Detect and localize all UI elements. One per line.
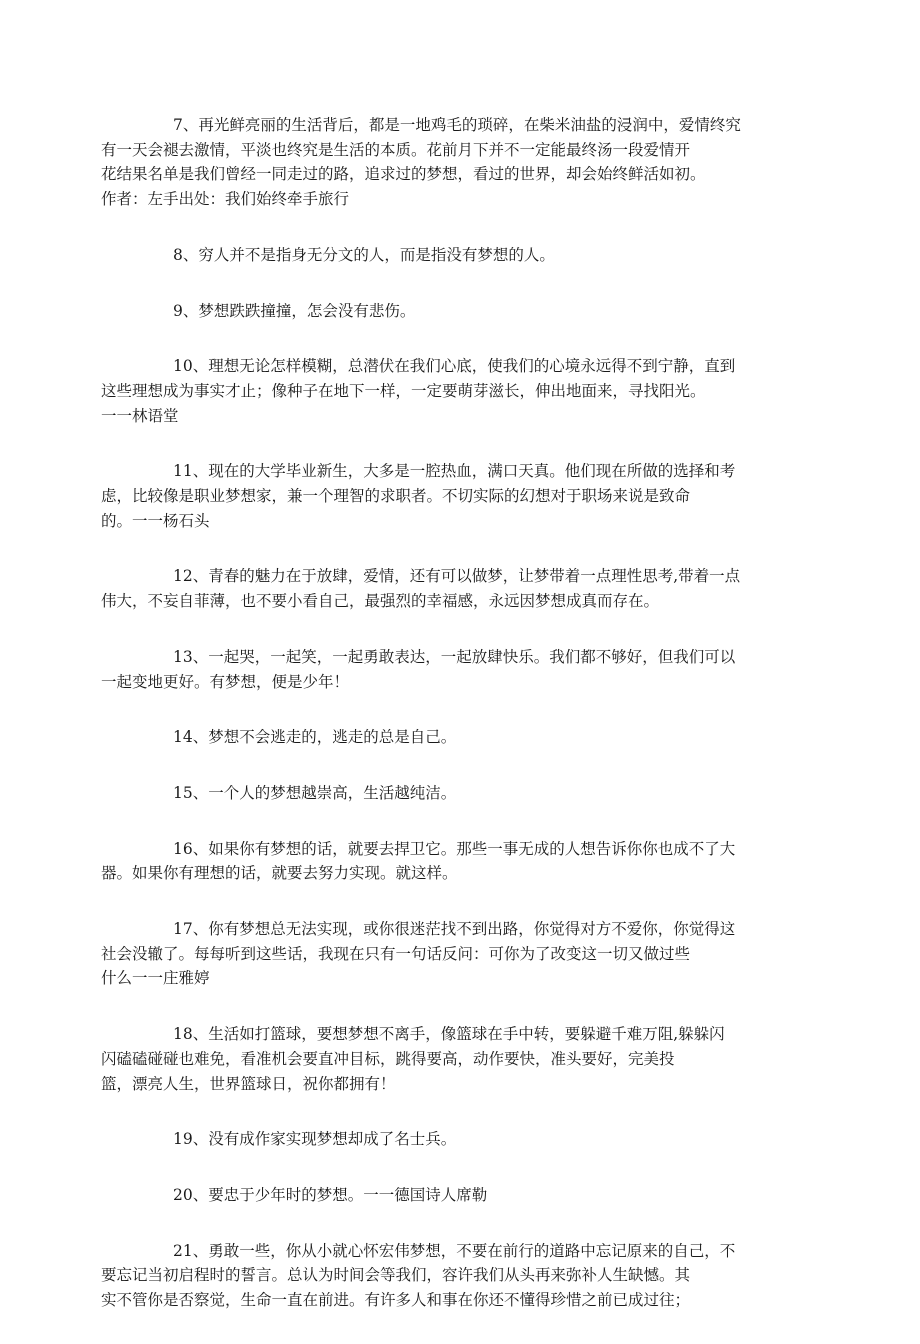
text-line: 这些理想成为事实才止；像种子在地下一样，一定要萌芽滋长，伸出地面来，寻找阳光。 <box>101 381 706 400</box>
text-line: 闪磕磕碰碰也难免，看准机会要直冲目标，跳得要高，动作要快，准头要好，完美投 <box>101 1049 675 1068</box>
document-body <box>101 113 799 1344</box>
paragraph <box>101 837 799 886</box>
text-line: 一起变地更好。有梦想，便是少年！ <box>101 672 350 691</box>
text-line: 作者：左手出处：我们始终牵手旅行 <box>101 190 350 209</box>
text-line: 12、青春的魅力在于放肆，爱情，还有可以做梦，让梦带着一点理性思考,带着一点 <box>173 567 741 586</box>
paragraph <box>137 243 799 268</box>
text-line: 13、一起哭，一起笑，一起勇敢表达，一起放肆快乐。我们都不够好，但我们可以 <box>173 647 736 666</box>
text-line: 20、要忠于少年时的梦想。一一德国诗人席勒 <box>173 1185 488 1204</box>
text-line: 有一天会褪去激情，平淡也终究是生活的本质。花前月下并不一定能最终汤一段爱情开 <box>101 140 691 159</box>
paragraph <box>137 781 799 806</box>
paragraph <box>101 564 799 613</box>
paragraph <box>101 354 799 428</box>
paragraph <box>101 1022 799 1096</box>
text-line: 要忘记当初启程时的誓言。总认为时间会等我们，容许我们从头再来弥补人生缺憾。其 <box>101 1266 691 1285</box>
paragraph <box>101 1239 799 1313</box>
text-line: 篮，漂亮人生，世界篮球日，祝你都拥有！ <box>101 1074 396 1093</box>
text-line: 一一林语堂 <box>101 406 179 425</box>
paragraph <box>101 459 799 533</box>
text-line: 18、生活如打篮球，要想梦想不离手，像篮球在手中转，要躲避千难万阻,躲躲闪 <box>173 1025 725 1044</box>
paragraph <box>101 113 799 212</box>
text-line: 什么一一庄雅婷 <box>101 969 210 988</box>
text-line: 的。一一杨石头 <box>101 511 210 530</box>
paragraph <box>137 1127 799 1152</box>
text-line: 花结果名单是我们曾经一同走过的路，追求过的梦想，看过的世界，却会始终鲜活如初。 <box>101 165 706 184</box>
text-line: 实不管你是否察觉，生命一直在前进。有许多人和事在你还不懂得珍惜之前已成过往； <box>101 1291 691 1310</box>
paragraph <box>137 1183 799 1208</box>
text-line: 虑，比较像是职业梦想家，兼一个理智的求职者。不切实际的幻想对于职场来说是致命 <box>101 487 691 506</box>
text-line: 7、再光鲜亮丽的生活背后，都是一地鸡毛的琐碎，在柴米油盐的浸润中，爱情终究 <box>173 116 741 134</box>
text-line: 17、你有梦想总无法实现，或你很迷茫找不到出路，你觉得对方不爱你，你觉得这 <box>173 920 736 939</box>
text-line: 19、没有成作家实现梦想却成了名士兵。 <box>173 1130 457 1149</box>
text-line: 8、穷人并不是指身无分文的人，而是指没有梦想的人。 <box>173 245 555 264</box>
paragraph <box>101 645 799 694</box>
text-line: 11、现在的大学毕业新生，大多是一腔热血，满口天真。他们现在所做的选择和考 <box>173 462 736 481</box>
text-line: 器。如果你有理想的话，就要去努力实现。就这样。 <box>101 864 458 883</box>
text-line: 社会没辙了。每每听到这些话，我现在只有一句话反问：可你为了改变这一切又做过些 <box>101 944 691 963</box>
paragraph <box>137 299 799 324</box>
text-line: 9、梦想跌跌撞撞，怎会没有悲伤。 <box>173 301 416 320</box>
text-line: 10、理想无论怎样模糊，总潜伏在我们心底，使我们的心境永远得不到宁静，直到 <box>173 357 736 376</box>
paragraph <box>101 917 799 991</box>
text-line: 14、梦想不会逃走的，逃走的总是自己。 <box>173 728 457 747</box>
text-line: 21、勇敢一些，你从小就心怀宏伟梦想，不要在前行的道路中忘记原来的自己，不 <box>173 1241 736 1260</box>
paragraph <box>137 725 799 750</box>
text-line: 伟大，不妄自菲薄，也不要小看自己，最强烈的幸福感，永远因梦想成真而存在。 <box>101 592 660 611</box>
text-line: 15、一个人的梦想越崇高，生活越纯洁。 <box>173 783 457 802</box>
text-line: 16、如果你有梦想的话，就要去捍卫它。那些一事无成的人想告诉你你也成不了大 <box>173 839 736 858</box>
